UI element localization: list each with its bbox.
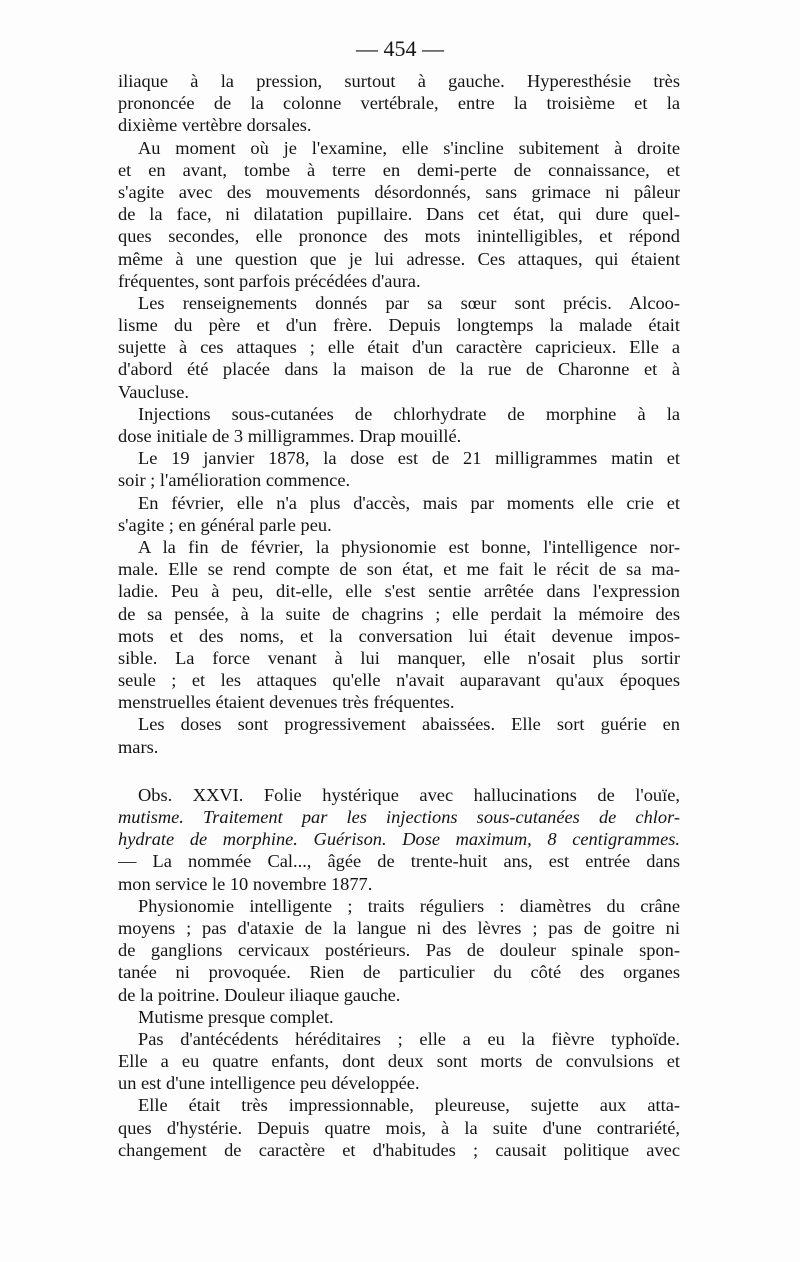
text-line: menstruelles étaient devenues très fréquentes.: [118, 692, 455, 713]
text-line: A la fin de février, la physionomie est bonne, l'intelligence nor-: [138, 536, 680, 557]
text-line: Les renseignements donnés par sa sœur sont précis. Alcoo-: [138, 292, 680, 313]
text-line: sujette à ces attaques ; elle était d'un caractère capricieux. Elle a: [118, 337, 680, 358]
text-line: Elle était très impressionnable, pleureuse, sujette aux atta-: [138, 1095, 680, 1116]
text-line: male. Elle se rend compte de son état, et me fait le récit de sa ma-: [118, 559, 680, 580]
text-line: prononcée de la colonne vertébrale, entre la troisième et la: [118, 93, 680, 114]
text-line: changement de caractère et d'habitudes ; causait politique avec: [118, 1139, 680, 1160]
text-line: Physionomie intelligente ; traits réguliers : diamètres du crâne: [138, 895, 680, 916]
text-line: mon service le 10 novembre 1877.: [118, 873, 373, 894]
text-line: dose initiale de 3 milligrammes. Drap mouillé.: [118, 426, 462, 446]
text-line: de sa pensée, à la suite de chagrins ; elle perdait la mémoire des: [118, 603, 680, 624]
text-line: Injections sous-cutanées de chlorhydrate de morphine à la: [138, 403, 680, 424]
text-line: hydrate de morphine. Guérison. Dose maximum, 8 centigrammes.: [118, 829, 680, 850]
text-line: moyens ; pas d'ataxie de la langue ni des lèvres ; pas de goitre ni: [118, 917, 680, 938]
text-line: ladie. Peu à peu, dit-elle, elle s'est sentie arrêtée dans l'expression: [118, 581, 680, 602]
text-line: iliaque à la pression, surtout à gauche. Hyperesthésie très: [118, 71, 680, 91]
text-line: dixième vertèbre dorsales.: [118, 115, 312, 136]
text-line: En février, elle n'a plus d'accès, mais par moments elle crie et: [138, 492, 680, 513]
paragraph-gap: [118, 758, 680, 784]
text-line: tanée ni provoquée. Rien de particulier du côté des organes: [118, 962, 680, 983]
text-line: sible. La force venant à lui manquer, elle n'osait plus sortir: [118, 647, 680, 668]
observation-heading-line: Obs. XXVI. Folie hystérique avec hallucinations de l'ouïe,: [138, 784, 680, 805]
text-line: et en avant, tombe à terre en demi-perte de connaissance, et: [118, 159, 680, 180]
text-line: mutisme. Traitement par les injections sous-cutanées de chlor-: [118, 807, 680, 827]
text-line: fréquentes, sont parfois précédées d'aura.: [118, 270, 421, 291]
text-line: un est d'une intelligence peu développée.: [118, 1073, 420, 1094]
text-line: soir ; l'amélioration commence.: [118, 470, 351, 491]
text-line: Les doses sont progressivement abaissées. Elle sort guérie en: [138, 714, 680, 735]
text-line: Le 19 janvier 1878, la dose est de 21 milligrammes matin et: [138, 448, 680, 469]
text-line: Mutisme presque complet.: [138, 1006, 334, 1027]
page-number: — 454 —: [356, 36, 444, 61]
text-line: Pas d'antécédents héréditaires ; elle a eu la fièvre typhoïde.: [138, 1028, 680, 1049]
text-line: Elle a eu quatre enfants, dont deux sont morts de convulsions et: [118, 1051, 680, 1072]
text-line: seule ; et les attaques qu'elle n'avait auparavant qu'aux époques: [118, 670, 680, 691]
text-line: de ganglions cervicaux postérieurs. Pas de douleur spinale spon-: [118, 940, 680, 961]
text-line: Vaucluse.: [118, 381, 189, 402]
body-text: [118, 70, 680, 1161]
text-line: Au moment où je l'examine, elle s'incline subitement à droite: [138, 137, 680, 158]
text-line: de la face, ni dilatation pupillaire. Dans cet état, qui dure quel-: [118, 204, 680, 225]
text-line: s'agite avec des mouvements désordonnés, sans grimace ni pâleur: [118, 181, 680, 202]
text-line: d'abord été placée dans la maison de la rue de Charonne et à: [118, 359, 680, 380]
text-line: ques secondes, elle prononce des mots inintelligibles, et répond: [118, 226, 680, 247]
text-line: ques d'hystérie. Depuis quatre mois, à la suite d'une contrariété,: [118, 1117, 680, 1138]
text-line: — La nommée Cal..., âgée de trente-huit ans, est entrée dans: [118, 851, 680, 872]
text-line: mars.: [118, 736, 159, 757]
text-line: mots et des noms, et la conversation lui était devenue impos-: [118, 625, 680, 646]
text-line: même à une question que je lui adresse. Ces attaques, qui étaient: [118, 248, 680, 269]
text-line: s'agite ; en général parle peu.: [118, 514, 332, 535]
text-line: lisme du père et d'un frère. Depuis longtemps la malade était: [118, 315, 680, 336]
text-line: de la poitrine. Douleur iliaque gauche.: [118, 984, 401, 1005]
